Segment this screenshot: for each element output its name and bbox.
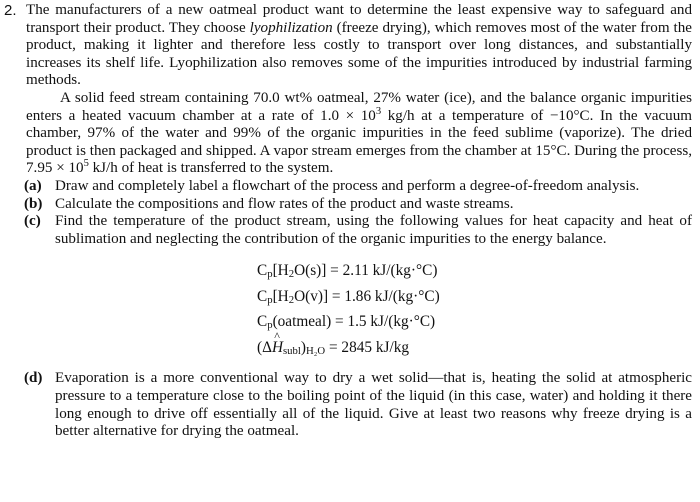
- property-equations: [257, 258, 692, 360]
- problem-number: 2.: [4, 2, 17, 19]
- part-c-text: Find the temperature of the product stream, using the following values for heat capacity and heat of sublimation and neglecting the contribution of the organic impurities to the energy balance.: [55, 213, 692, 247]
- feed-paragraph: A solid feed stream containing 70.0 wt% oatmeal, 27% water (ice), and the balance organic impurities enters a heated vacuum chamber at a rate of $1.0 \times 10^3$ kg/h at a temperature of −10°C. In the vacuum chamber, 97% of the water and 99% of the organic impurities in the feed sublime (vaporize). The dried product is then packaged and shipped. A vapor stream emerges from the chamber at 15°C. During the process, $7.95 \times 10^5$ kJ/h of heat is transferred to the system.: [26, 89, 692, 177]
- part-d-text: Evaporation is a more conventional way to dry a wet solid—that is, heating the solid at atmospheric pressure to a temperature close to the boiling point of the liquid (in this case, water) and holding it there long enough to drive off essentially all of the liquid. Give at least two reasons why freeze drying is a better alternative for drying the oatmeal.: [55, 370, 692, 440]
- part-b-label: (b): [24, 195, 43, 212]
- part-c-label: (c): [24, 213, 41, 230]
- part-b-text: Calculate the compositions and flow rates of the product and waste streams.: [55, 195, 514, 212]
- part-a: [24, 178, 692, 196]
- equation-cp-ice: $C_p[H_2O(s)] = 2.11$ kJ/(kg·°C): [257, 262, 438, 281]
- part-c: [24, 213, 692, 248]
- problem-2: [4, 2, 692, 441]
- equation-cp-oatmeal: $C_p(oatmeal) = 1.5$ kJ/(kg·°C): [257, 313, 436, 332]
- intro-paragraph: The manufacturers of a new oatmeal product want to determine the least expensive way to safeguard and transport their product. They choose lyophilization (freeze drying), which removes most of the water from the product, making it lighter and therefore less costly to transport over long distances, and substantially increases its shelf life. Lyophilization also removes some of the impurities introduced by industrial farming methods.: [26, 2, 692, 89]
- part-d: [24, 370, 692, 440]
- equation-heat-of-sublimation: (Δ^ $H_{subl})_{H_2O} = 2845$ kJ/kg: [257, 335, 692, 361]
- part-a-label: (a): [24, 177, 42, 194]
- equation-cp-vapor: $C_p[H_2O(v)] = 1.86$ kJ/(kg·°C): [257, 287, 440, 306]
- part-d-label: (d): [24, 370, 43, 387]
- part-b: [24, 196, 692, 214]
- part-a-text: Draw and completely label a flowchart of the process and perform a degree-of-freedom analysis.: [55, 177, 640, 194]
